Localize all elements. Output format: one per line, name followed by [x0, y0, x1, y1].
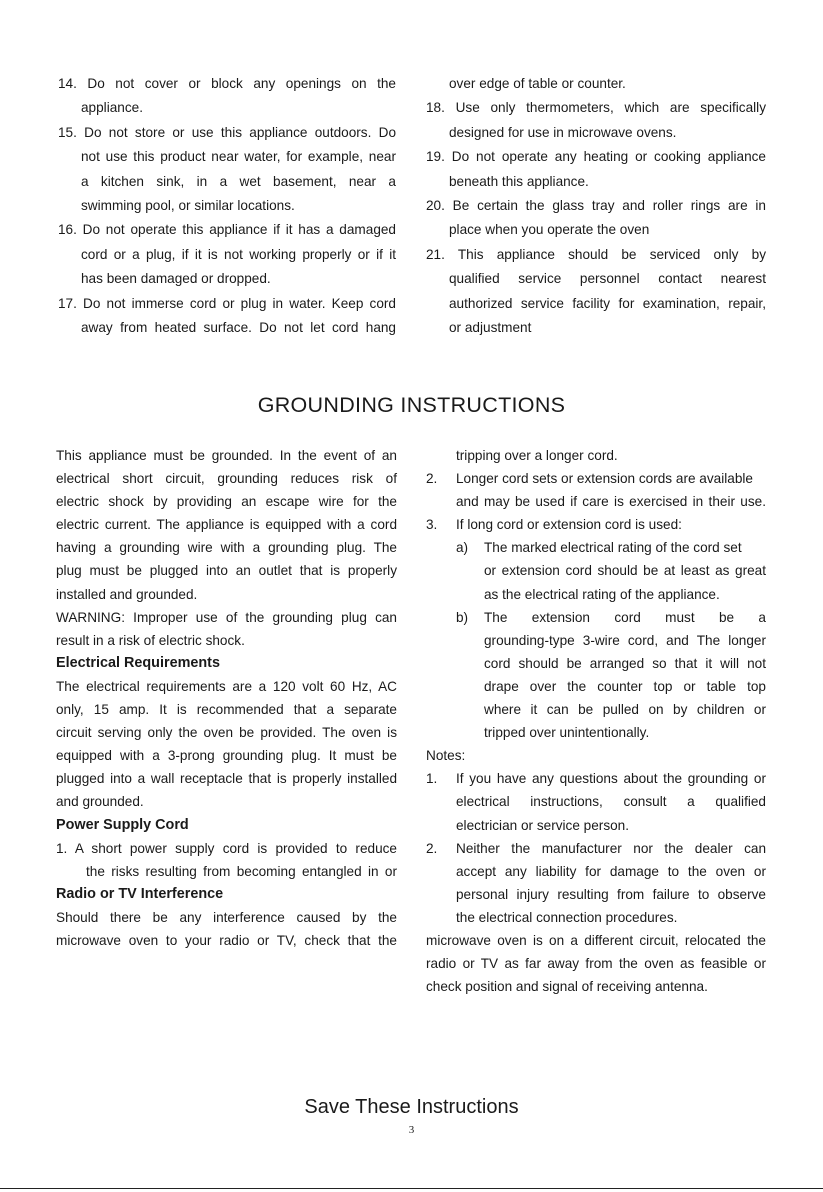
list-number: 2.	[426, 471, 438, 487]
text-line: electrician or service person.	[456, 817, 630, 833]
note-1	[426, 767, 766, 790]
list-line: or adjustment	[449, 320, 532, 336]
list-line: qualified service personnel contact nearest	[449, 271, 766, 287]
text-line: Neither the manufacturer nor the dealer can	[456, 840, 766, 856]
text-line: The electrical requirements are a 120 volt 60 Hz, AC	[56, 678, 397, 694]
text-line: as the electrical rating of the appliance.	[484, 586, 720, 602]
text-line: accept any liability for damage to the oven or	[456, 863, 766, 879]
list-line: place when you operate the oven	[449, 222, 650, 238]
text-line: Longer cord sets or extension cords are available	[456, 471, 753, 487]
list-line: designed for use in microwave ovens.	[449, 124, 677, 140]
text-line: cord should be arranged so that it will not	[484, 655, 766, 671]
electrical-requirements-heading: Electrical Requirements	[56, 654, 220, 671]
text-line: electrical instructions, consult a qualified	[456, 794, 766, 810]
list-line: 18. Use only thermometers, which are specifically	[426, 100, 766, 116]
text-line: microwave oven to your radio or TV, check that the	[56, 932, 397, 948]
text-line: The marked electrical rating of the cord set	[484, 540, 742, 556]
list-line: 14. Do not cover or block any openings on the	[58, 76, 396, 91]
text-line: drape over the counter top or table top	[484, 678, 766, 694]
text-line: electric shock by providing an escape wire for the	[56, 494, 397, 510]
text-line: the risks resulting from becoming entangled in or	[86, 863, 397, 879]
text-line: This appliance must be grounded. In the event of an	[56, 448, 397, 463]
footer-title: Save These Instructions	[304, 1096, 519, 1118]
grounding-left-column	[56, 444, 397, 952]
text-line: electric current. The appliance is equipped with a cord	[56, 517, 397, 533]
list-line: 17. Do not immerse cord or plug in water. Keep cord	[58, 295, 396, 311]
list-line: 20. Be certain the glass tray and roller rings are in	[426, 198, 766, 214]
radio-tv-interference-heading: Radio or TV Interference	[56, 885, 224, 902]
text-line: where it can be pulled on by children or	[484, 702, 766, 718]
text-line: Should there be any interference caused by the	[56, 909, 397, 925]
list-item-3b	[426, 606, 766, 629]
text-line: and grounded.	[56, 794, 144, 810]
bottom-rule	[0, 1188, 823, 1189]
list-item-2	[426, 467, 766, 490]
page-number: 3	[408, 1124, 415, 1136]
list-line: cord or a plug, if it is not working properly or if it	[81, 246, 396, 262]
list-line: 16. Do not operate this appliance if it has a damaged	[58, 222, 396, 238]
power-supply-cord-heading: Power Supply Cord	[56, 816, 189, 833]
text-line: microwave oven is on a different circuit, relocated the	[426, 932, 766, 948]
text-line: 1. A short power supply cord is provided to reduce	[56, 840, 397, 856]
list-number: 2.	[426, 840, 438, 856]
list-line: not use this product near water, for example, near	[81, 149, 396, 165]
list-item-3	[426, 513, 766, 536]
text-line: tripped over unintentionally.	[484, 725, 650, 741]
note-2	[426, 837, 766, 860]
list-line: 15. Do not store or use this appliance outdoors. Do	[58, 124, 396, 140]
list-line: a kitchen sink, in a wet basement, near a	[81, 173, 396, 189]
text-line: electrical short circuit, grounding reduces risk of	[56, 471, 397, 487]
text-line: plugged into a wall receptacle that is properly installed	[56, 771, 397, 787]
list-line: 21. This appliance should be serviced only by	[426, 246, 766, 262]
text-line: and may be used if care is exercised in their use.	[456, 494, 766, 510]
list-line: 19. Do not operate any heating or cooking appliance	[426, 149, 766, 165]
text-line: grounding-type 3-wire cord, and The longer	[484, 632, 766, 648]
text-line: If you have any questions about the grounding or	[456, 771, 766, 787]
text-line: plug must be plugged into an outlet that is properly	[56, 563, 397, 579]
list-number: 1.	[426, 771, 438, 787]
text-line: personal injury resulting from failure to observe	[456, 886, 766, 902]
section-title: GROUNDING INSTRUCTIONS	[257, 393, 566, 417]
text-line: having a grounding wire with a grounding plug. The	[56, 540, 397, 556]
list-letter: b)	[456, 609, 469, 625]
safety-list-right	[426, 72, 766, 340]
text-line: circuit serving only the oven be provided. The oven is	[56, 725, 397, 741]
text-line: installed and grounded.	[56, 586, 198, 602]
warning-line: WARNING: Improper use of the grounding plug can	[56, 609, 397, 625]
list-line: authorized service facility for examination, repair,	[449, 295, 766, 311]
list-letter: a)	[456, 540, 469, 556]
list-number: 3.	[426, 517, 438, 533]
text-line: the electrical connection procedures.	[456, 909, 678, 925]
list-line: away from heated surface. Do not let cord hang	[81, 320, 396, 336]
grounding-right-column	[426, 444, 766, 998]
warning-line: result in a risk of electric shock.	[56, 632, 245, 648]
list-line: appliance.	[81, 100, 143, 116]
text-line: radio or TV as far away from the oven as feasible or	[426, 956, 766, 972]
list-line: swimming pool, or similar locations.	[81, 198, 295, 214]
text-line: The extension cord must be a	[484, 609, 766, 625]
text-line: tripping over a longer cord.	[456, 448, 618, 463]
text-line: equipped with a 3-prong grounding plug. It must be	[56, 748, 397, 764]
list-line: over edge of table or counter.	[449, 76, 626, 91]
list-line: beneath this appliance.	[449, 173, 589, 189]
safety-list-left	[58, 72, 396, 340]
notes-label: Notes:	[426, 748, 466, 764]
list-item-3a	[426, 536, 766, 559]
list-line: has been damaged or dropped.	[81, 271, 271, 287]
text-line: If long cord or extension cord is used:	[456, 517, 682, 533]
text-line: only, 15 amp. It is recommended that a separate	[56, 702, 397, 718]
text-line: or extension cord should be at least as great	[484, 563, 766, 579]
text-line: check position and signal of receiving antenna.	[426, 979, 708, 995]
